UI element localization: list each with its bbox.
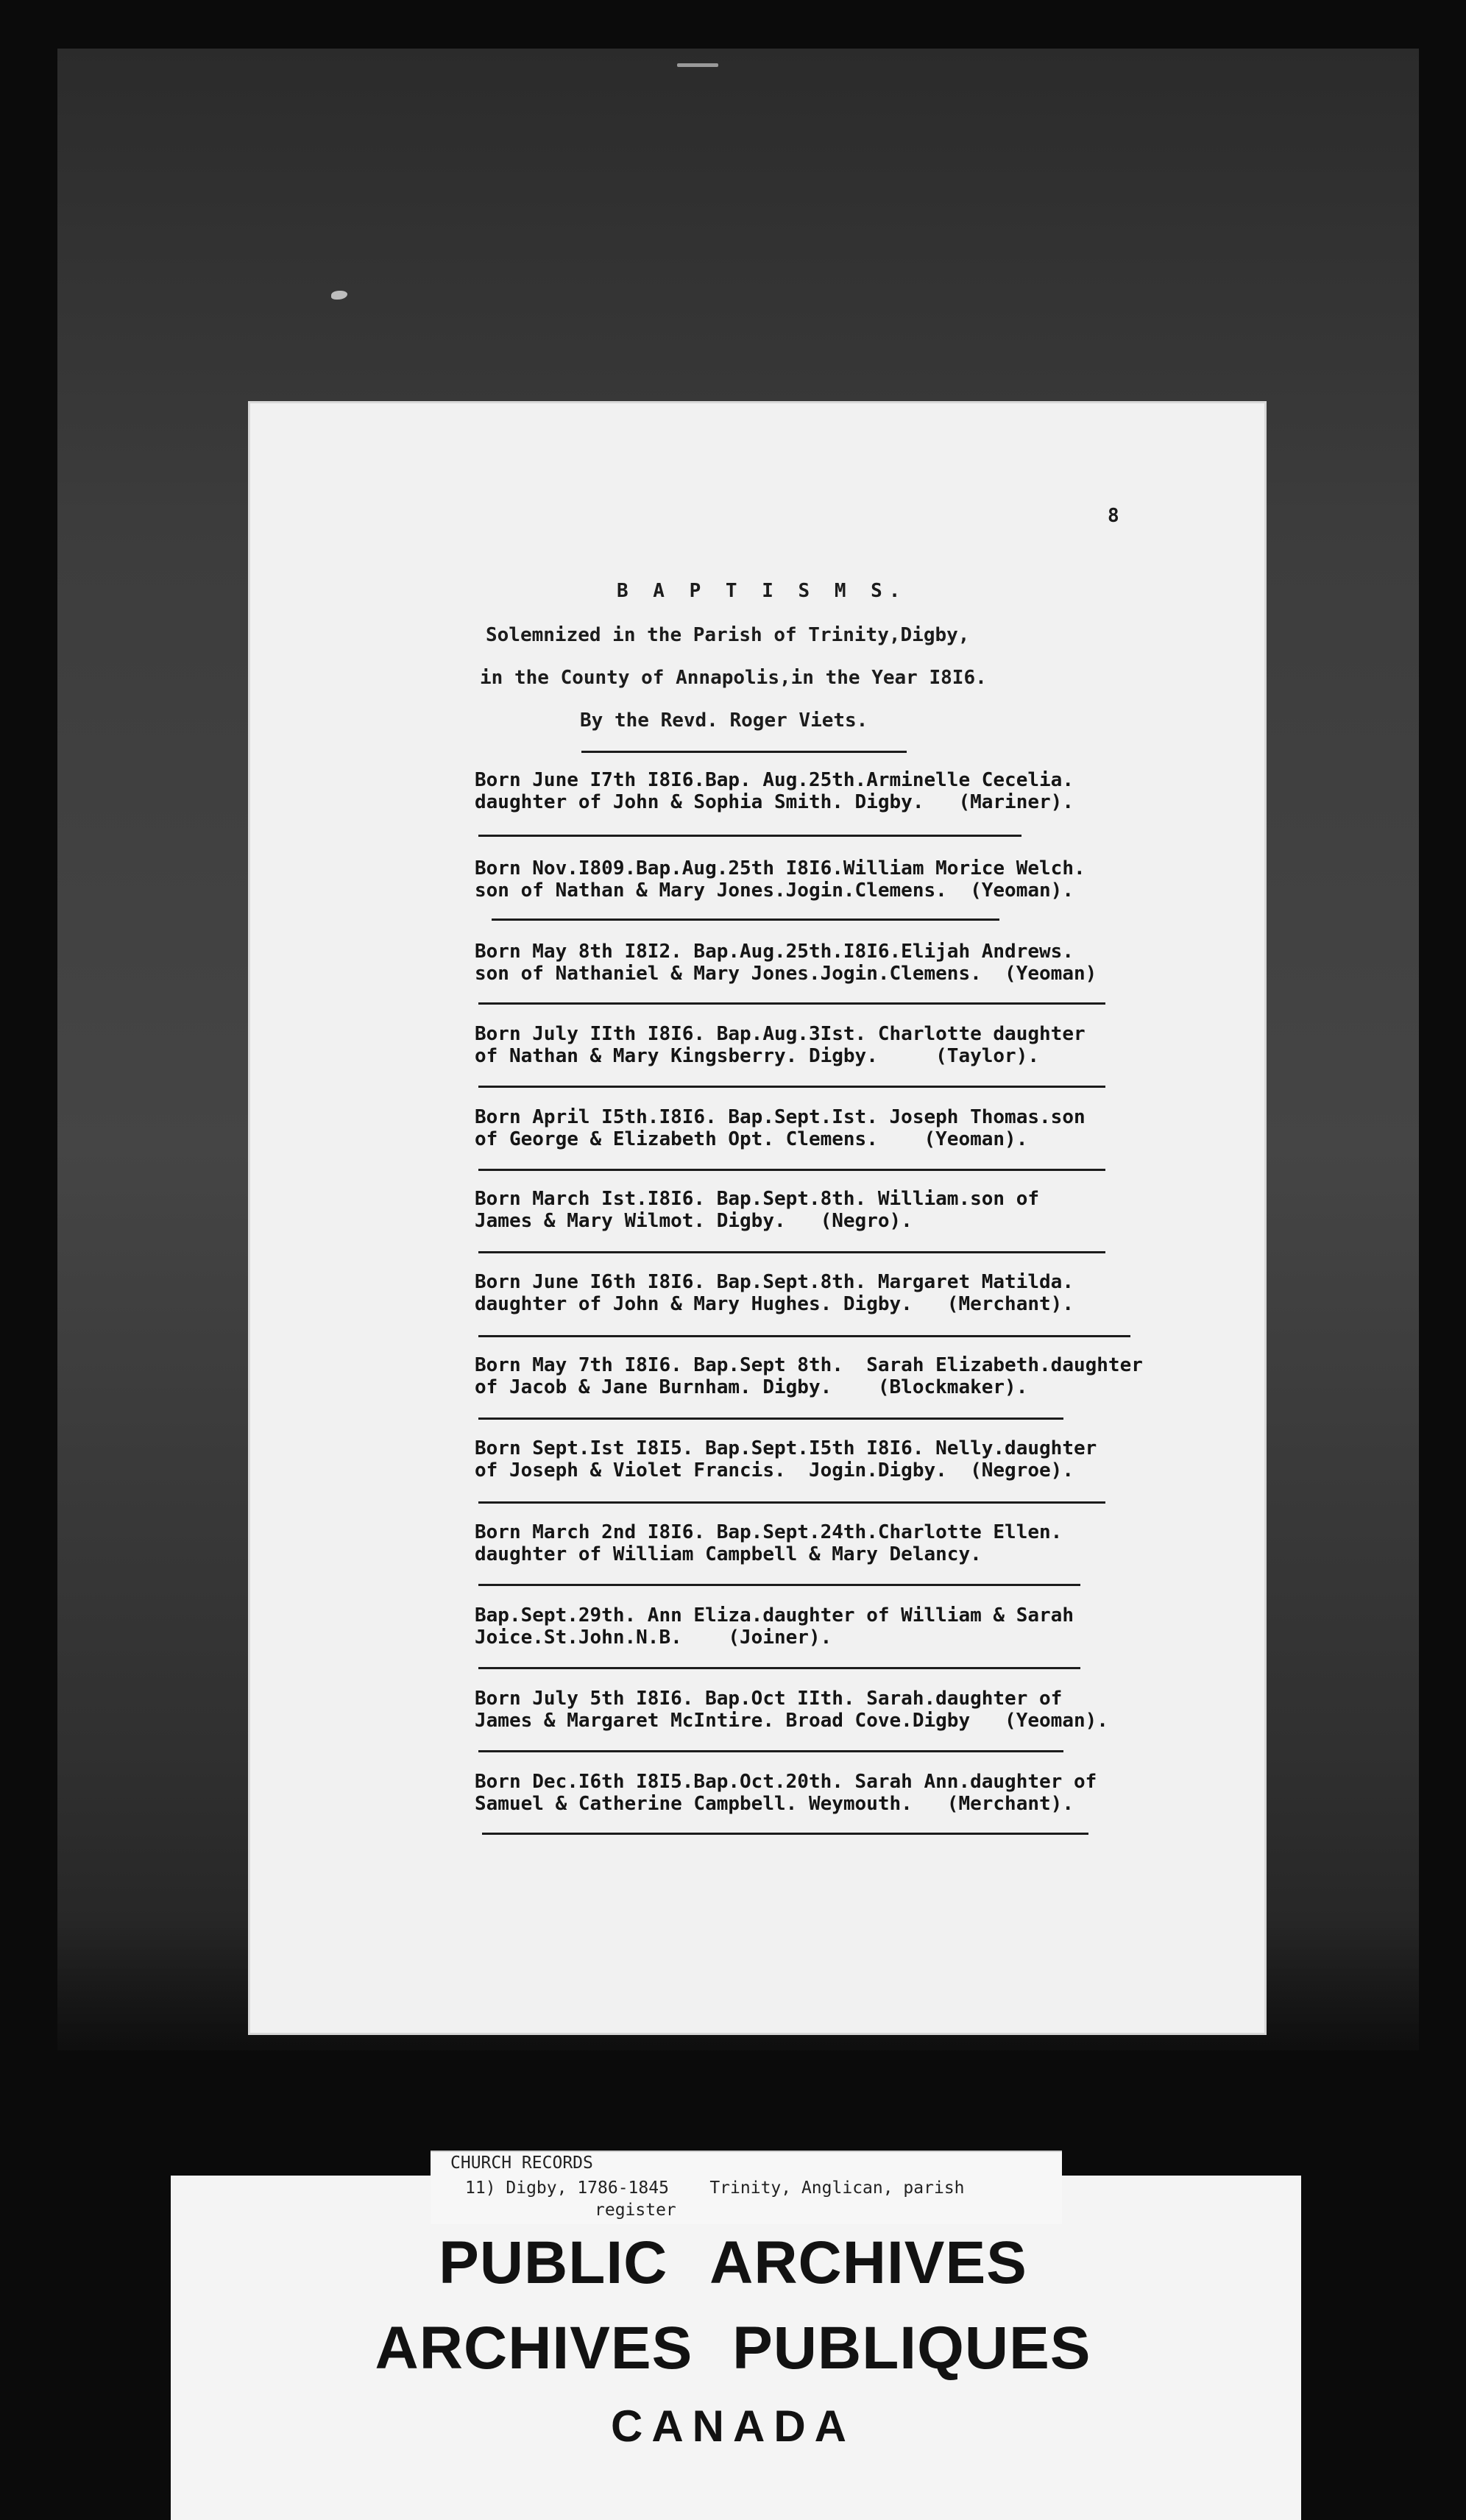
entry-line: of Joseph & Violet Francis. Jogin.Digby. (Negroe). <box>475 1459 1074 1482</box>
entry-line: Born May 7th I8I6. Bap.Sept 8th. Sarah Elizabeth.daughter <box>475 1354 1143 1376</box>
label-record-line-continued: register <box>595 2201 676 2220</box>
entry-line: Born July IIth I8I6. Bap.Aug.3Ist. Charlotte daughter <box>475 1023 1086 1045</box>
page-number: 8 <box>1108 505 1119 527</box>
header-line-parish: Solemnized in the Parish of Trinity,Digby, <box>486 624 970 646</box>
entry-line: of George & Elizabeth Opt. Clemens. (Yeoman). <box>475 1128 1028 1150</box>
entry-divider <box>482 1833 1088 1835</box>
entry-divider <box>478 1584 1080 1586</box>
entry-line: Born April I5th.I8I6. Bap.Sept.Ist. Joseph Thomas.son <box>475 1106 1086 1128</box>
entry-line: of Jacob & Jane Burnham. Digby. (Blockmaker). <box>475 1376 1028 1398</box>
page-title: B A P T I S M S. <box>617 580 907 602</box>
entry-line: Born May 8th I8I2. Bap.Aug.25th.I8I6.Elijah Andrews. <box>475 941 1074 963</box>
entry-line: Born March 2nd I8I6. Bap.Sept.24th.Charlotte Ellen. <box>475 1521 1063 1543</box>
entry-line: James & Mary Wilmot. Digby. (Negro). <box>475 1210 913 1232</box>
entry-divider <box>478 1002 1105 1005</box>
baptism-entry <box>475 857 1218 902</box>
stamp-canada: CANADA <box>611 2402 855 2451</box>
baptism-entry <box>475 1437 1218 1482</box>
entry-line: Born June I6th I8I6. Bap.Sept.8th. Margaret Matilda. <box>475 1271 1074 1293</box>
entry-divider <box>478 1169 1105 1171</box>
entry-line: James & Margaret McIntire. Broad Cove.Digby (Yeoman). <box>475 1710 1108 1732</box>
entry-line: Born Nov.I809.Bap.Aug.25th I8I6.William Morice Welch. <box>475 857 1086 879</box>
entry-divider <box>478 835 1021 837</box>
entry-line: son of Nathaniel & Mary Jones.Jogin.Clemens. (Yeoman) <box>475 963 1097 985</box>
entry-divider <box>478 1335 1130 1337</box>
baptism-entry <box>475 1023 1218 1067</box>
entry-line: Born March Ist.I8I6. Bap.Sept.8th. William.son of <box>475 1188 1040 1210</box>
entry-divider <box>478 1418 1063 1420</box>
baptism-entry <box>475 1604 1218 1649</box>
entry-divider <box>478 1086 1105 1088</box>
film-mark <box>677 63 718 67</box>
baptism-entry <box>475 1771 1218 1815</box>
label-header: CHURCH RECORDS <box>450 2153 593 2173</box>
header-line-minister: By the Revd. Roger Viets. <box>580 709 868 732</box>
entry-line: daughter of John & Mary Hughes. Digby. (Merchant). <box>475 1293 1074 1315</box>
entry-divider <box>478 1667 1080 1669</box>
entry-divider <box>478 1251 1105 1253</box>
baptism-entry <box>475 941 1218 985</box>
baptism-entry <box>475 1271 1218 1315</box>
entry-line: Bap.Sept.29th. Ann Eliza.daughter of William & Sarah <box>475 1604 1074 1627</box>
entry-divider <box>492 919 999 921</box>
baptism-entry <box>475 1354 1218 1398</box>
entry-divider <box>478 1501 1105 1504</box>
stamp-archives-publiques: ARCHIVES PUBLIQUES <box>375 2315 1091 2382</box>
entry-line: Born Dec.I6th I8I5.Bap.Oct.20th. Sarah Ann.daughter of <box>475 1771 1097 1793</box>
stamp-public-archives: PUBLIC ARCHIVES <box>439 2229 1027 2296</box>
entry-line: Joice.St.John.N.B. (Joiner). <box>475 1627 832 1649</box>
entry-line: son of Nathan & Mary Jones.Jogin.Clemens. (Yeoman). <box>475 879 1074 902</box>
entry-line: Born Sept.Ist I8I5. Bap.Sept.I5th I8I6. Nelly.daughter <box>475 1437 1097 1459</box>
entry-line: of Nathan & Mary Kingsberry. Digby. (Taylor). <box>475 1045 1040 1067</box>
entry-line: Born June I7th I8I6.Bap. Aug.25th.Arminelle Cecelia. <box>475 769 1074 791</box>
baptism-entry <box>475 1521 1218 1565</box>
entry-line: daughter of William Campbell & Mary Delancy. <box>475 1543 982 1565</box>
header-divider <box>581 751 907 753</box>
entry-line: Samuel & Catherine Campbell. Weymouth. (Merchant). <box>475 1793 1074 1815</box>
entry-line: daughter of John & Sophia Smith. Digby. (Mariner). <box>475 791 1074 813</box>
baptism-entry <box>475 1106 1218 1150</box>
baptism-entry <box>475 769 1218 813</box>
label-record-line: 11) Digby, 1786-1845 Trinity, Anglican, parish <box>465 2179 965 2198</box>
entry-line: Born July 5th I8I6. Bap.Oct IIth. Sarah.daughter of <box>475 1688 1063 1710</box>
header-line-county: in the County of Annapolis,in the Year I8I6. <box>480 667 987 689</box>
baptism-entry <box>475 1188 1218 1232</box>
baptism-entry <box>475 1688 1218 1732</box>
entry-divider <box>478 1750 1063 1752</box>
